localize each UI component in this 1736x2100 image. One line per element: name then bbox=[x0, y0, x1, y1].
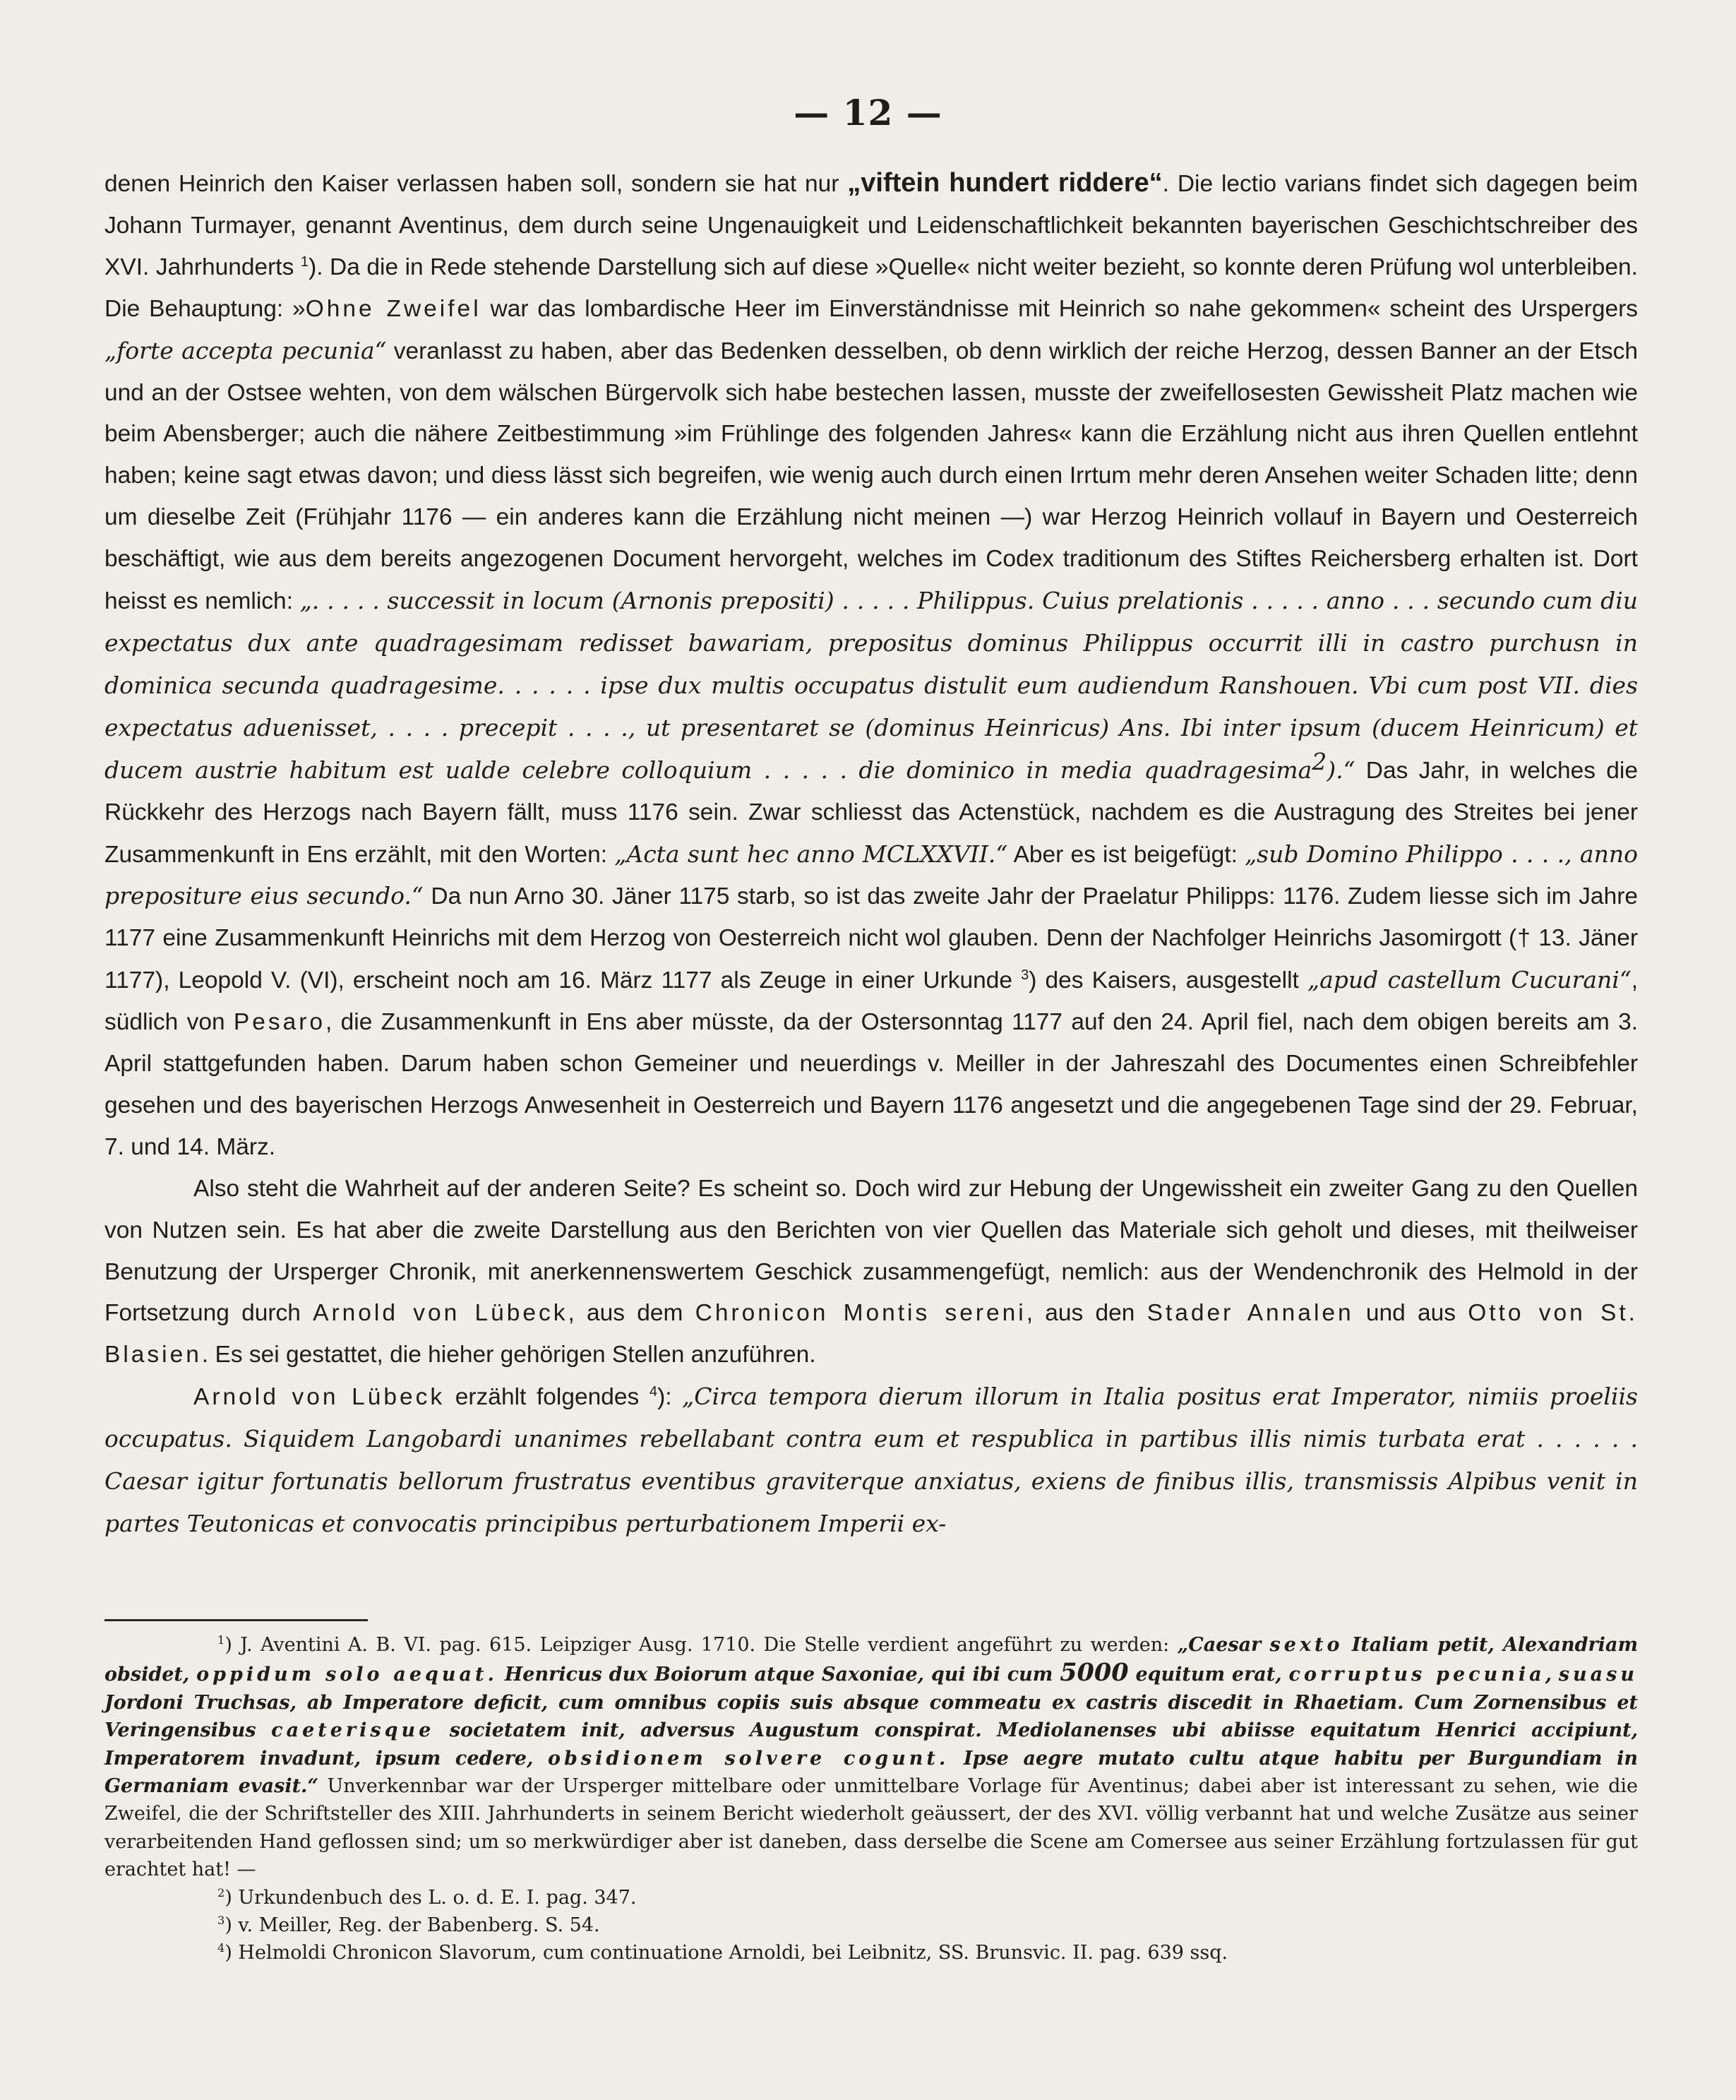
paragraph-3 bbox=[104, 1376, 1638, 1546]
footnote-ref: 1 bbox=[300, 253, 309, 270]
footnote-mark: 1 bbox=[217, 1633, 225, 1647]
text-run: ) Helmoldi Chronicon Slavorum, cum continuatione Arnoldi, bei Leibnitz, SS. Brunsvic. II. pag. 639 ssq. bbox=[225, 1942, 1228, 1964]
footnotes bbox=[104, 1631, 1638, 1967]
footnote-mark: 3 bbox=[217, 1914, 225, 1928]
latin-quote: „Acta sunt hec anno MCLXXVII.“ bbox=[614, 840, 1008, 868]
spaced-text: Chronicon Montis sereni bbox=[695, 1300, 1026, 1327]
spaced-text: Arnold von Lübeck bbox=[313, 1300, 568, 1327]
numeral: 5000 bbox=[1060, 1658, 1129, 1688]
spaced-text: obsidionem solvere cogunt. bbox=[548, 1747, 950, 1770]
text-run: veranlasst zu haben, aber das Bedenken desselben, ob denn wirklich der reiche Herzog, dessen Banner an der Etsch und an der Ostsee wehten, von dem wälschen Bürgervolk sich habe bestechen lassen, musste der zweifellosesten Gewissheit Platz machen wie beim Abensberger; auch die nähere Zeitbestimmung »im Frühlinge des folgenden Jahres« kann die Erzählung nicht aus ihren Quellen entlehnt haben; keine sagt etwas davon; und diess lässt sich begreifen, wie wenig auch durch einen Irrtum mehr deren Ansehen weiter Schaden litte; denn um dieselbe Zeit (Frühjahr 1176 — ein anderes kann die Erzählung nicht meinen —) war Herzog Heinrich vollauf in Bayern und Oesterreich beschäftigt, wie aus dem bereits angezogenen Document hervorgeht, welches im Codex traditionum des Stiftes Reichersberg erhalten ist. Dort heisst es nemlich: bbox=[104, 338, 1638, 615]
latin-quote: „Caesar bbox=[1177, 1634, 1270, 1656]
spaced-text: corruptus pecunia bbox=[1288, 1664, 1545, 1686]
spaced-text: Otto von St. Blasien bbox=[104, 1300, 1638, 1368]
paragraph-1 bbox=[104, 162, 1638, 1169]
latin-quote: „apud castellum Cucurani“ bbox=[1307, 966, 1632, 994]
latin-quote: „. . . . . successit in locum (Arnonis prepositi) . . . . . Philippus. Cuius prelationis . . . . . anno . . . secundo cum diu expectatus dux ante quadragesimam redisset bawariam, prepositus dominus Philippus occurrit illi in castro purchusn in dominica secunda quadragesime. . . . . . ipse dux multis occupatus distulit eum audiendum Ranshouen. Vbi cum post VII. dies expectatus aduenisset, . . . . precepit . . . ., ut presentaret se (dominus Heinricus) Ans. Ibi inter ipsum (ducem Heinricum) et ducem austrie habitum est ualde celebre colloquium . . . . . die dominico in media quadragesima bbox=[104, 587, 1639, 784]
spaced-text: Ohne Zweifel bbox=[305, 295, 481, 322]
text-run: ) v. Meiller, Reg. der Babenberg. S. 54. bbox=[225, 1914, 600, 1937]
text-run: Da nun Arno 30. Jäner 1175 starb, so ist das zweite Jahr der Praelatur Philipps: 1176. Zudem liesse sich im Jahre 1177 eine Zusammenkunft Heinrichs mit dem Herzog von Oesterreich nicht wol glauben. Denn der Nachfolger Heinrichs Jasomirgott († 13. Jäner 1177), Leopold V. (VI), erscheint noch am 16. März 1177 als Zeuge in einer Urkunde bbox=[104, 883, 1638, 994]
text-run: und aus bbox=[1353, 1300, 1468, 1327]
latin-quote: ).“ bbox=[1327, 756, 1355, 784]
spaced-text: caeterisque bbox=[271, 1719, 435, 1742]
latin-quote: societatem init, adversus Augustum conspirat. Mediolanenses ubi abiisse equitatum Henrici accipiunt, Imperatorem invadunt, ipsum cedere, bbox=[104, 1719, 1638, 1770]
footnote-ref: 4 bbox=[649, 1384, 658, 1400]
spaced-text: Stader Annalen bbox=[1147, 1300, 1354, 1327]
text-run: ) des Kaisers, ausgestellt bbox=[1029, 967, 1307, 994]
spaced-text: Arnold von Lübeck bbox=[193, 1384, 445, 1411]
text-run: Aber es ist beigefügt: bbox=[1007, 841, 1245, 868]
text-run: . Die lectio varians findet sich dagegen beim Johann Turmayer, genannt Aventinus, dem durch seine Ungenauigkeit und Leidenschaftlichkeit bekannten bayerischen Geschichtschreiber des XVI. Jahrhunderts bbox=[104, 171, 1638, 280]
latin-quote: „forte accepta pecunia“ bbox=[104, 336, 387, 364]
footnote-2 bbox=[104, 1884, 1638, 1911]
text-run: , aus den bbox=[1026, 1300, 1147, 1327]
page-number: — 12 — bbox=[794, 92, 942, 133]
footnote-mark: 4 bbox=[217, 1941, 225, 1955]
text-run: Unverkennbar war der Ursperger mittelbare oder unmittelbare Vorlage für Aventinus; dabei aber ist interessant zu sehen, wie die Zweifel, die der Schriftsteller des XIII. Jahrhunderts in seinem Bericht wiederholt geäussert, der des XVI. völlig verbannt hat und welche Zusätze aus seiner verarbeitenden Hand geflossen sind; um so merkwürdiger aber ist daneben, dass derselbe die Scene am Comersee aus seiner Erzählung fortzulassen für gut erachtet hat! — bbox=[104, 1775, 1638, 1881]
footnote-divider bbox=[104, 1619, 368, 1621]
latin-quote: , bbox=[1545, 1664, 1559, 1686]
paragraph-2 bbox=[104, 1169, 1638, 1377]
latin-quote: Ipse aegre mutato cultu atque habitu per Burgundiam in Germaniam evasit.“ bbox=[104, 1747, 1638, 1798]
latin-quote: „Circa tempora dierum illorum in Italia positus erat Imperator, nimiis proeliis occupatus. Siquidem Langobardi unanimes rebellabant contra eum et respublica in partibus illis nimis turbata erat . . . . . . Caesar igitur fortunatis bellorum frustratus eventibus graviterque anxiatus, exiens de finibus illis, transmissis Alpibus venit in partes Teutonicas et convocatis principibus perturbationem Imperii ex- bbox=[104, 1383, 1638, 1537]
latin-quote: „sub Domino Philippo . . . ., anno prepositure eius secundo.“ bbox=[104, 840, 1638, 910]
text-run: war das lombardische Heer im Einverständnisse mit Heinrich so nahe gekommen« scheint des Urspergers bbox=[481, 295, 1638, 322]
latin-quote: Italiam petit, Alexandriam obsidet, bbox=[104, 1634, 1639, 1686]
text-run: denen Heinrich den Kaiser verlassen haben soll, sondern sie hat nur bbox=[104, 171, 848, 197]
latin-quote: Henricus dux Boiorum atque Saxoniae, qui ibi cum bbox=[497, 1664, 1060, 1686]
footnote-3 bbox=[104, 1911, 1638, 1939]
footnote-ref: 3 bbox=[1021, 967, 1029, 984]
spaced-text: suasu bbox=[1558, 1664, 1638, 1686]
footnote-1 bbox=[104, 1631, 1638, 1884]
text-run: , aus dem bbox=[568, 1300, 695, 1327]
emphasis-quote: „viftein hundert riddere“ bbox=[847, 168, 1163, 198]
text-run: Das Jahr, in welches die Rückkehr des Herzogs nach Bayern fällt, muss 1176 sein. Zwar schliesst das Actenstück, nachdem es die Austragung des Streites bei jener Zusammenkunft in Ens erzählt, mit den Worten: bbox=[104, 757, 1638, 868]
footnote-ref: 2 bbox=[1312, 747, 1327, 775]
text-run: ) Urkundenbuch des L. o. d. E. I. pag. 347. bbox=[225, 1886, 637, 1909]
latin-quote: equitum erat, bbox=[1128, 1664, 1289, 1686]
latin-quote: Jordoni Truchsas, ab Imperatore deficit, cum omnibus copiis suis absque commeatu ex castris discedit in Rhaetiam. Cum Zornensibus et Veringensibus bbox=[104, 1691, 1638, 1742]
spaced-text: Pesaro bbox=[233, 1009, 326, 1036]
text-run: . Es sei gestattet, die hieher gehörigen Stellen anzuführen. bbox=[201, 1342, 816, 1368]
spaced-text: oppidum solo aequat. bbox=[196, 1664, 498, 1686]
text-run: ). Da die in Rede stehende Darstellung sich auf diese »Quelle« nicht weiter bezieht, so konnte deren Prüfung wol unterbleiben. Die Behauptung: » bbox=[104, 253, 1638, 322]
text-run: Also steht die Wahrheit auf der anderen Seite? Es scheint so. Doch wird zur Hebung der Ungewissheit ein zweiter Gang zu den Quellen von Nutzen sein. Es hat aber die zweite Darstellung aus den Berichten von vier Quellen das Materiale sich geholt und dieses, mit theilweiser Benutzung der Ursperger Chronik, mit anerkennenswertem Geschick zusammengefügt, nemlich: aus der Wendenchronik des Helmold in der Fortsetzung durch bbox=[104, 1175, 1638, 1327]
spaced-text: sexto bbox=[1269, 1634, 1343, 1656]
main-text bbox=[104, 162, 1638, 1546]
text-run: ) J. Aventini A. B. VI. pag. 615. Leipziger Ausg. 1710. Die Stelle verdient angeführt zu werden: bbox=[225, 1634, 1178, 1656]
text-run: , die Zusammenkunft in Ens aber müsste, da der Ostersonntag 1177 auf den 24. April fiel, nach dem obigen bereits am 3. April stattgefunden haben. Darum haben schon Gemeiner und neuerdings v. Meiller in der Jahreszahl des Documentes einen Schreibfehler gesehen und des bayerischen Herzogs Anwesenheit in Oesterreich und Bayern 1176 angesetzt und die angegebenen Tage sind der 29. Februar, 7. und 14. März. bbox=[104, 1009, 1639, 1160]
text-run: , südlich von bbox=[104, 967, 1638, 1036]
footnote-mark: 2 bbox=[217, 1885, 225, 1899]
text-run: erzählt folgendes bbox=[445, 1384, 649, 1411]
footnote-4 bbox=[104, 1939, 1638, 1967]
text-run: ): bbox=[657, 1384, 683, 1411]
